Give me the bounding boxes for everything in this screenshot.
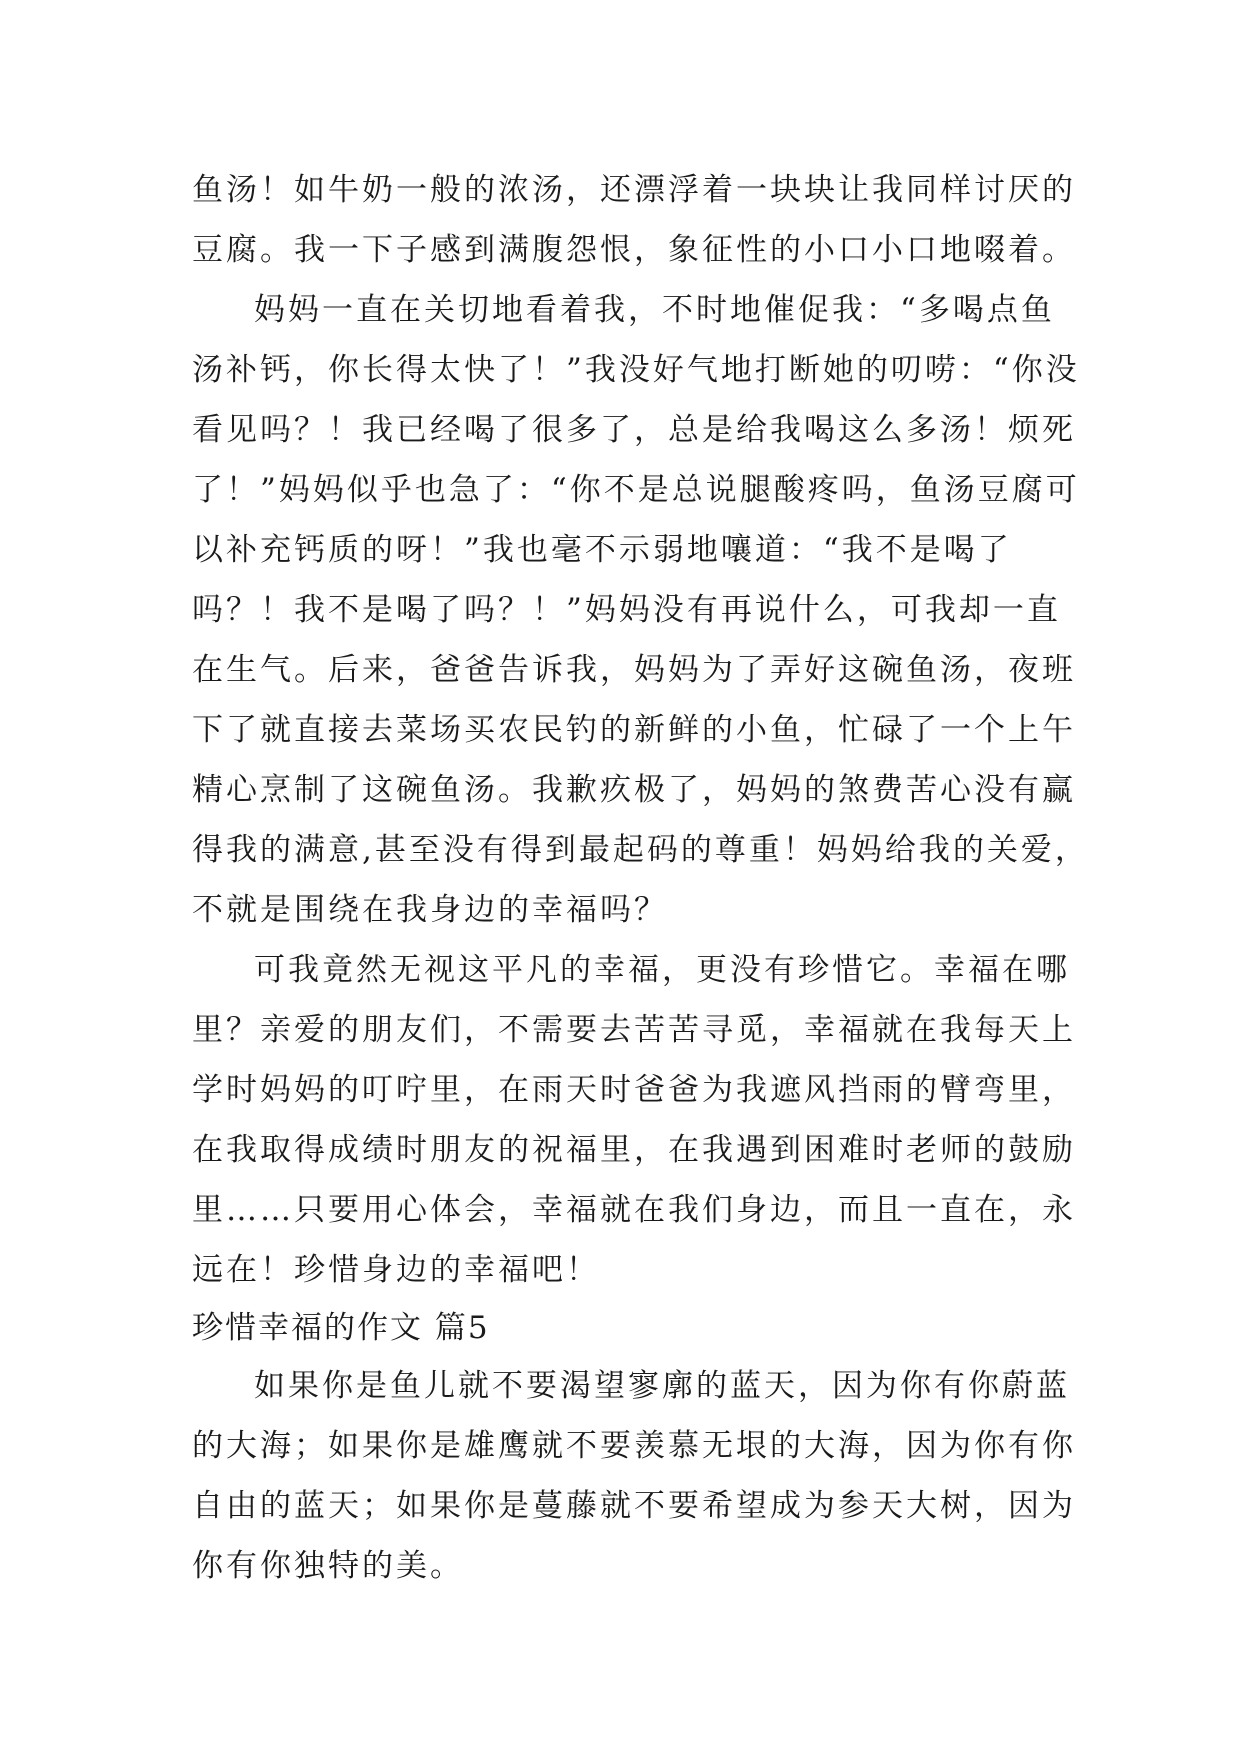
paragraph-2-line-8: 下了就直接去菜场买农民钓的新鲜的小鱼，忙碌了一个上午 (192, 712, 1076, 748)
section-heading: 珍惜幸福的作文 篇5 (192, 1310, 490, 1346)
final-paragraph-line-3: 自由的蓝天；如果你是蔓藤就不要希望成为参天大树，因为 (192, 1488, 1076, 1524)
paragraph-3-line-5: 里……只要用心体会，幸福就在我们身边，而且一直在，永 (192, 1192, 1076, 1228)
final-paragraph-line-1: 如果你是鱼儿就不要渴望寥廓的蓝天，因为你有你蔚蓝 (254, 1368, 1070, 1404)
paragraph-2-line-6: 吗？！我不是喝了吗？！”妈妈没有再说什么，可我却一直 (192, 592, 1061, 628)
paragraph-2-line-1: 妈妈一直在关切地看着我，不时地催促我：“多喝点鱼 (254, 292, 1055, 328)
final-paragraph-line-4: 你有你独特的美。 (192, 1548, 464, 1584)
paragraph-2-line-5: 以补充钙质的呀！”我也毫不示弱地嚷道：“我不是喝了 (192, 532, 1012, 568)
paragraph-3-line-6: 远在！珍惜身边的幸福吧！ (192, 1252, 600, 1288)
paragraph-2-line-3: 看见吗？！我已经喝了很多了，总是给我喝这么多汤！烦死 (192, 412, 1076, 448)
paragraph-1-line-1: 鱼汤！如牛奶一般的浓汤，还漂浮着一块块让我同样讨厌的 (192, 172, 1076, 208)
paragraph-2-line-2: 汤补钙，你长得太快了！”我没好气地打断她的叨唠：“你没 (192, 352, 1080, 388)
paragraph-1-line-2: 豆腐。我一下子感到满腹怨恨，象征性的小口小口地啜着。 (192, 232, 1076, 268)
article-body (192, 160, 1089, 1596)
paragraph-3-line-2: 里？亲爱的朋友们，不需要去苦苦寻觅，幸福就在我每天上 (192, 1012, 1076, 1048)
paragraph-3-line-3: 学时妈妈的叮咛里，在雨天时爸爸为我遮风挡雨的臂弯里， (192, 1072, 1076, 1108)
paragraph-2-line-10: 得我的满意,甚至没有得到最起码的尊重！妈妈给我的关爱， (192, 832, 1089, 868)
paragraph-3-line-1: 可我竟然无视这平凡的幸福，更没有珍惜它。幸福在哪 (254, 952, 1070, 988)
paragraph-2-line-7: 在生气。后来，爸爸告诉我，妈妈为了弄好这碗鱼汤，夜班 (192, 652, 1076, 688)
final-paragraph-line-2: 的大海；如果你是雄鹰就不要羡慕无垠的大海，因为你有你 (192, 1428, 1076, 1464)
paragraph-2-line-4: 了！”妈妈似乎也急了：“你不是总说腿酸疼吗，鱼汤豆腐可 (192, 472, 1080, 508)
paragraph-3-line-4: 在我取得成绩时朋友的祝福里，在我遇到困难时老师的鼓励 (192, 1132, 1076, 1168)
paragraph-2-line-9: 精心烹制了这碗鱼汤。我歉疚极了，妈妈的煞费苦心没有赢 (192, 772, 1076, 808)
paragraph-2-line-11: 不就是围绕在我身边的幸福吗？ (192, 892, 668, 928)
